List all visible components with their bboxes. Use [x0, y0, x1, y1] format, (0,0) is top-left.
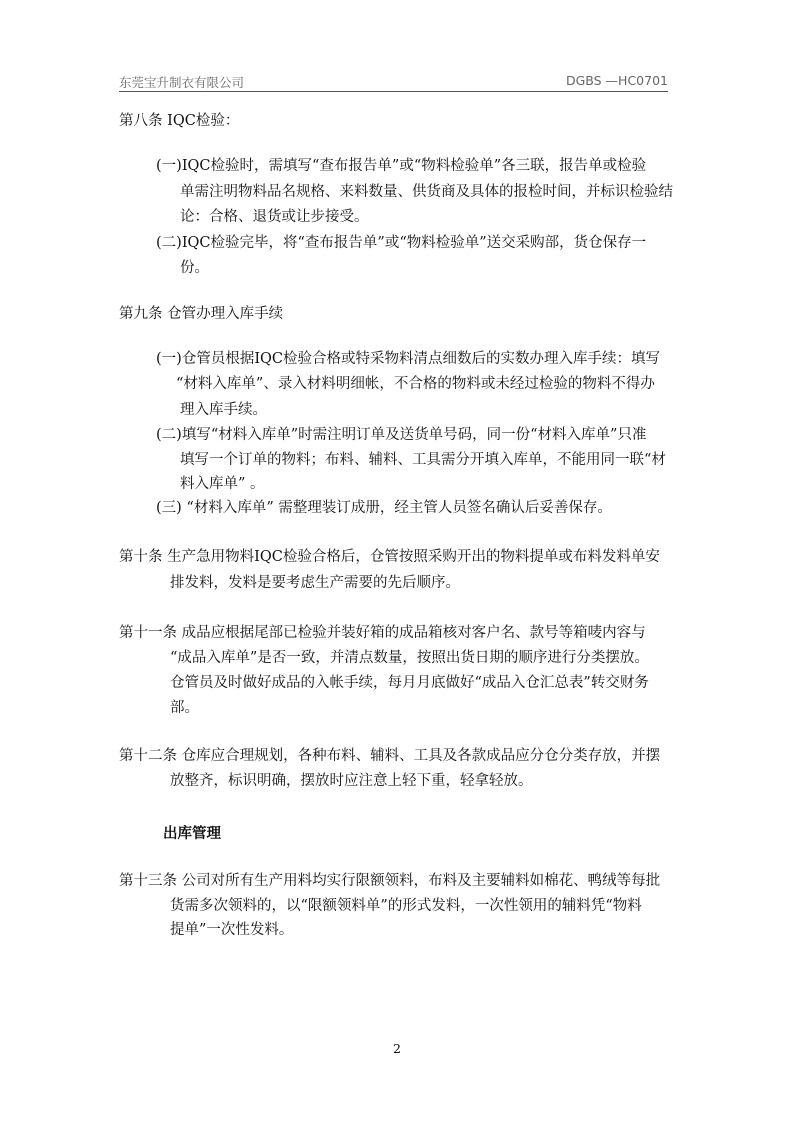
article-9-heading: 第九条 仓管办理入库手续 [119, 306, 284, 322]
article-8-item-1-line-3: 论：合格、退货或让步接受。 [180, 209, 369, 225]
article-9-item-1-line-2: “材料入库单”、录入材料明细帐，不合格的物料或未经过检验的物料不得办 [176, 376, 655, 392]
article-12-line-2: 放整齐，标识明确，摆放时应注意上轻下重，轻拿轻放。 [170, 773, 533, 789]
article-9-item-1-line-1: (一)仓管员根据IQC检验合格或特采物料清点细数后的实数办理入库手续：填写 [156, 351, 661, 367]
page-header [119, 73, 668, 92]
page-number: 2 [393, 1041, 401, 1056]
article-9-item-1-line-3: 理入库手续。 [180, 402, 267, 418]
article-8-item-2-line-1: (二)IQC检验完毕，将“查布报告单”或“物料检验单”送交采购部，货仓保存一 [156, 235, 647, 251]
company-name: 东莞宝升制衣有限公司 [119, 75, 245, 90]
article-13-line-1: 第十三条 公司对所有生产用料均实行限额领料，布料及主要辅料如棉花、鸭绒等每批 [119, 873, 661, 889]
article-13-line-2: 货需多次领料的，以“限额领料单”的形式发料，一次性领用的辅料凭“物料 [170, 898, 642, 914]
article-9-item-2-line-1: (二)填写“材料入库单”时需注明订单及送货单号码，同一份“材料入库单”只准 [156, 427, 647, 443]
article-13-line-3: 提单”一次性发料。 [170, 922, 294, 938]
article-12-line-1: 第十二条 仓库应合理规划，各种布料、辅料、工具及各款成品应分仓分类存放，并摆 [119, 748, 661, 764]
article-9-item-2-line-3: 料入库单” 。 [180, 476, 265, 492]
article-8-item-1-line-2: 单需注明物料品名规格、来料数量、供货商及具体的报检时间，并标识检验结 [180, 184, 673, 200]
article-10-line-2: 排发料，发料是要考虑生产需要的先后顺序。 [170, 575, 460, 591]
article-11-line-1: 第十一条 成品应根据尾部已检验并装好箱的成品箱核对客户名、款号等箱唛内容与 [119, 625, 646, 641]
section-title-outbound: 出库管理 [163, 825, 221, 842]
article-11-line-4: 部。 [170, 700, 199, 716]
article-11-line-3: 仓管员及时做好成品的入帐手续，每月月底做好“成品入仓汇总表”转交财务 [170, 675, 649, 691]
article-8-item-1-line-1: (一)IQC检验时，需填写“查布报告单”或“物料检验单”各三联，报告单或检验 [156, 158, 647, 174]
article-9-item-3-line-1: (三) “材料入库单” 需整理装订成册，经主管人员签名确认后妥善保存。 [156, 500, 612, 516]
document-code: DGBS —HC0701 [565, 73, 668, 88]
article-11-line-2: “成品入库单”是否一致，并清点数量，按照出货日期的顺序进行分类摆放。 [170, 650, 649, 666]
article-8-heading: 第八条 IQC检验： [119, 113, 240, 129]
article-8-item-2-line-2: 份。 [180, 260, 209, 276]
article-10-line-1: 第十条 生产急用物料IQC检验合格后，仓管按照采购开出的物料提单或布料发料单安 [119, 549, 660, 565]
article-9-item-2-line-2: 填写一个订单的物料；布料、辅料、工具需分开填入库单，不能用同一联“材 [180, 452, 666, 468]
